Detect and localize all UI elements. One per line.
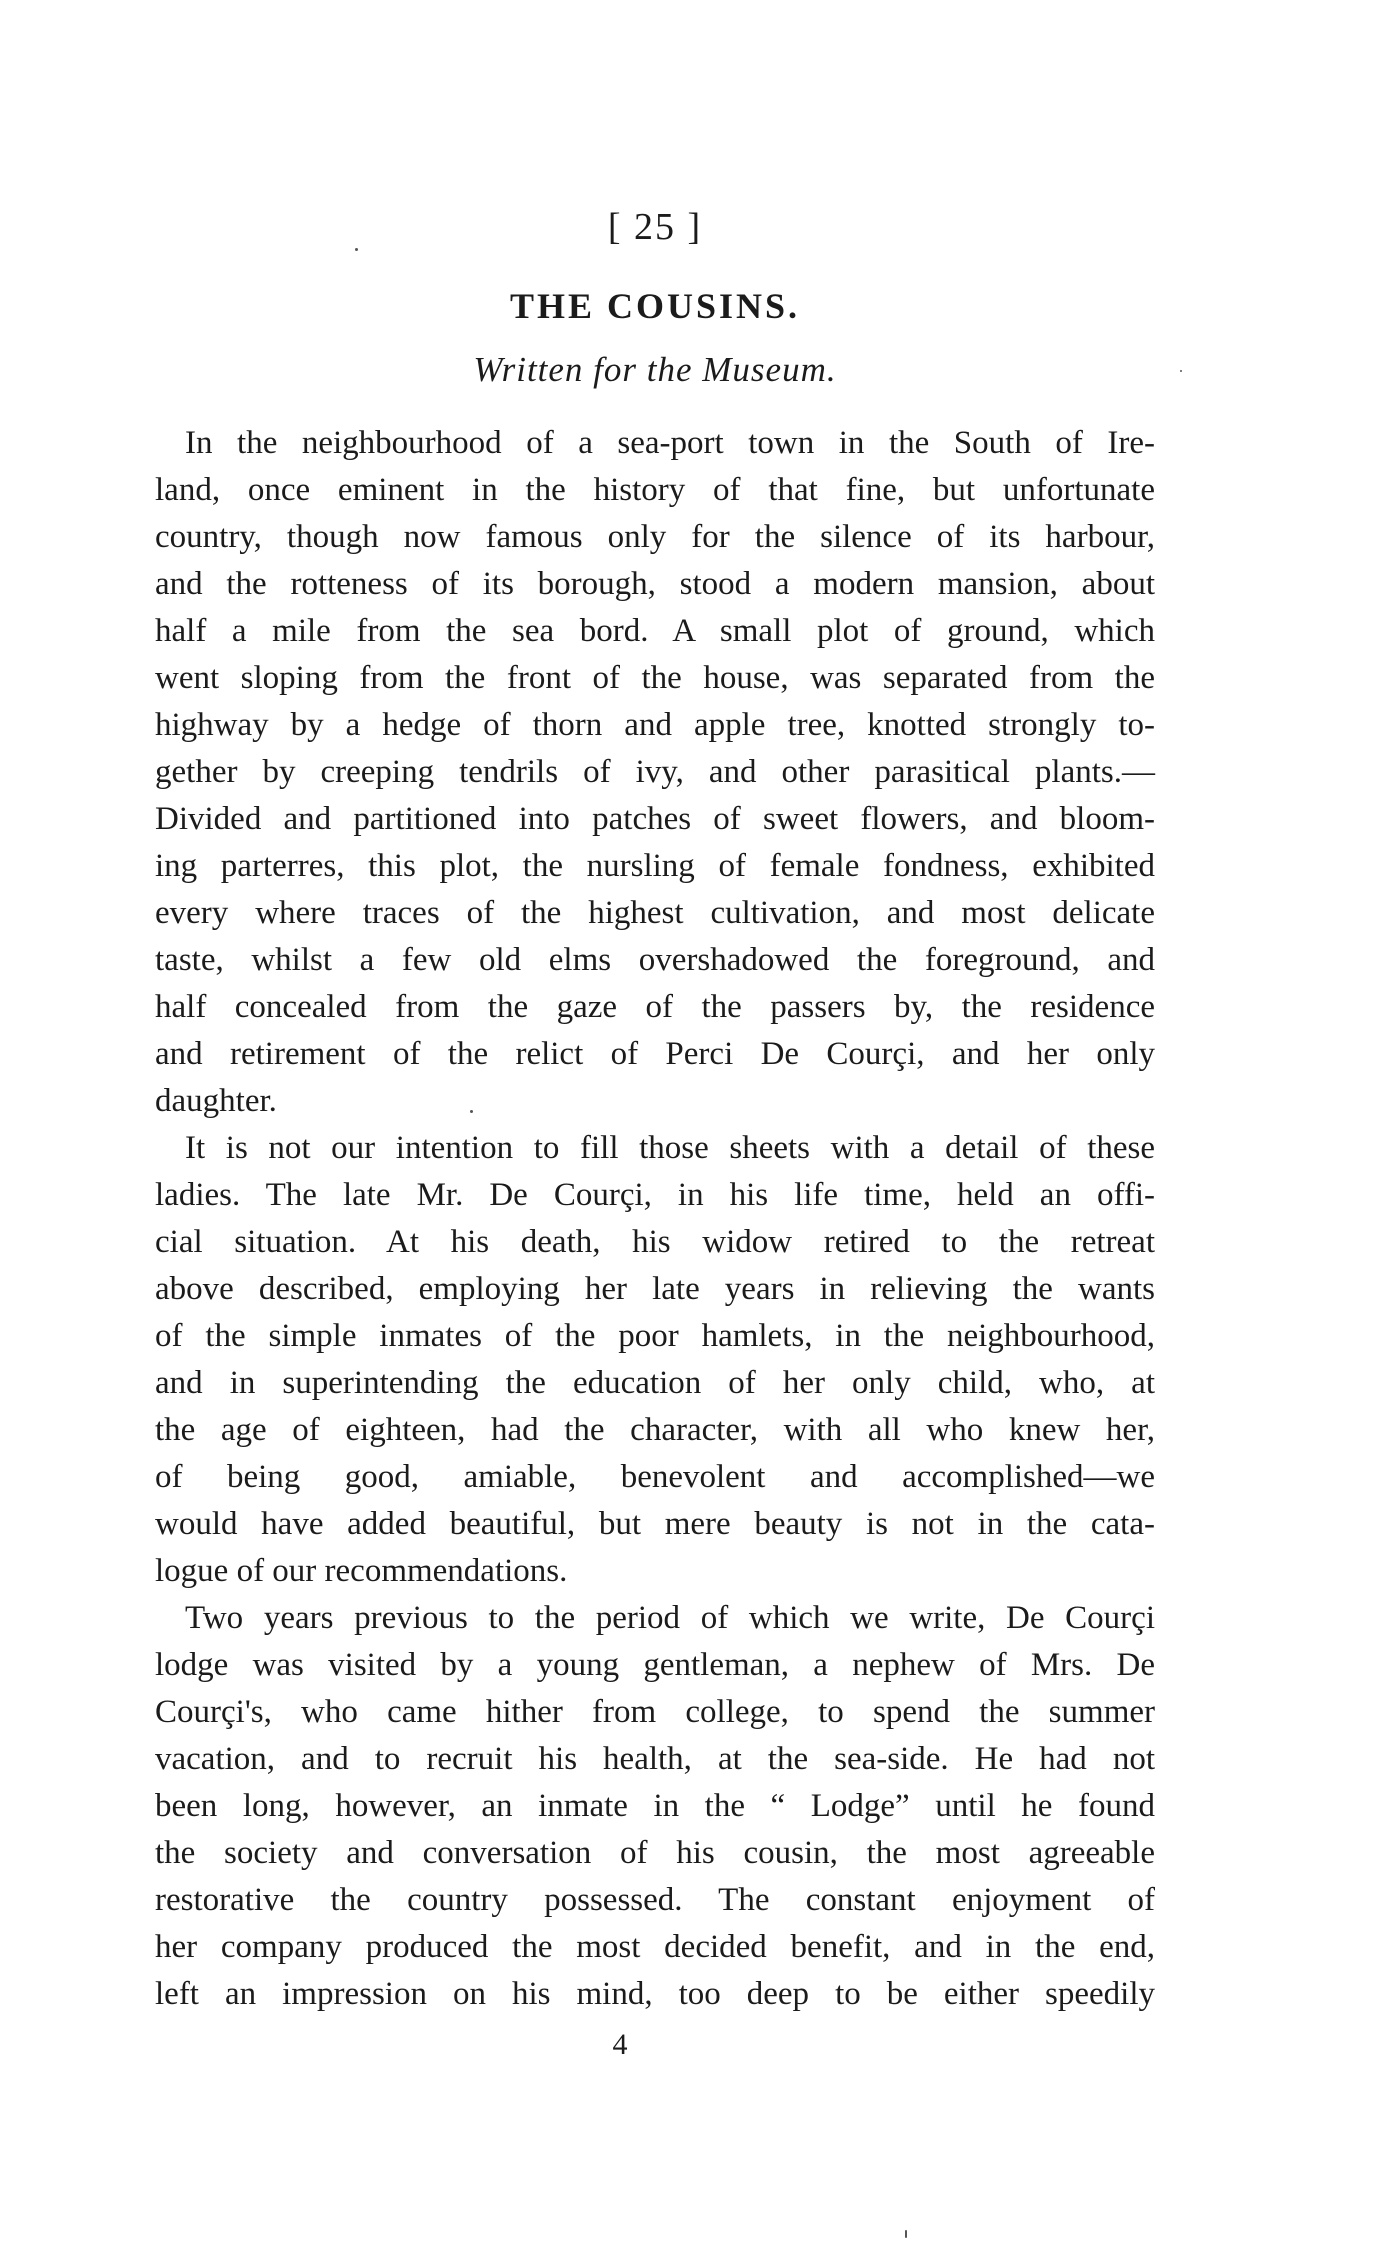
paragraph xyxy=(155,1125,1155,1595)
text-line: every where traces of the highest cultivation, and most delicate xyxy=(155,895,1155,931)
text-line: her company produced the most decided benefit, and in the end, xyxy=(155,1929,1155,1965)
text-line: half a mile from the sea bord. A small plot of ground, which xyxy=(155,613,1155,649)
text-line: land, once eminent in the history of that fine, but unfortunate xyxy=(155,472,1155,508)
text-line: cial situation. At his death, his widow retired to the retreat xyxy=(155,1224,1155,1260)
ink-speck xyxy=(905,2230,907,2238)
text-line: of being good, amiable, benevolent and accomplished—we xyxy=(155,1459,1155,1495)
ink-speck xyxy=(470,1110,473,1113)
page-number: [ 25 ] xyxy=(607,206,703,248)
text-line: highway by a hedge of thorn and apple tree, knotted strongly to- xyxy=(155,707,1155,743)
text-line: country, though now famous only for the silence of its harbour, xyxy=(155,519,1155,555)
text-line: been long, however, an inmate in the “ Lodge” until he found xyxy=(155,1788,1155,1824)
text-line: the age of eighteen, had the character, with all who knew her, xyxy=(155,1412,1155,1448)
article-title: THE COUSINS. xyxy=(509,286,801,326)
text-line: Divided and partitioned into patches of sweet flowers, and bloom- xyxy=(155,801,1155,837)
text-line: above described, employing her late years in relieving the wants xyxy=(155,1271,1155,1307)
text-line: and the rotteness of its borough, stood a modern mansion, about xyxy=(155,566,1155,602)
text-line: Courçi's, who came hither from college, to spend the summer xyxy=(155,1694,1155,1730)
text-line: lodge was visited by a young gentleman, a nephew of Mrs. De xyxy=(155,1647,1155,1683)
text-line: vacation, and to recruit his health, at the sea-side. He had not xyxy=(155,1741,1155,1777)
text-line: gether by creeping tendrils of ivy, and other parasitical plants.— xyxy=(155,754,1155,790)
paragraph xyxy=(155,420,1155,1125)
text-line: ing parterres, this plot, the nursling of female fondness, exhibited xyxy=(155,848,1155,884)
text-line: would have added beautiful, but mere beauty is not in the cata- xyxy=(155,1506,1155,1542)
ink-speck xyxy=(355,248,358,251)
text-line: taste, whilst a few old elms overshadowed the foreground, and xyxy=(155,942,1155,978)
text-line: half concealed from the gaze of the passers by, the residence xyxy=(155,989,1155,1025)
article-body xyxy=(155,420,1155,2018)
article-subtitle: Written for the Museum. xyxy=(473,350,837,389)
text-line: went sloping from the front of the house, was separated from the xyxy=(155,660,1155,696)
text-line: of the simple inmates of the poor hamlets, in the neighbourhood, xyxy=(155,1318,1155,1354)
text-line: Two years previous to the period of which we write, De Courçi xyxy=(185,1600,1155,1636)
text-line: left an impression on his mind, too deep to be either speedily xyxy=(155,1976,1155,2012)
text-line: and retirement of the relict of Perci De Courçi, and her only xyxy=(155,1036,1155,1072)
text-line: In the neighbourhood of a sea-port town in the South of Ire- xyxy=(185,425,1155,461)
text-line: It is not our intention to fill those sheets with a detail of these xyxy=(185,1130,1155,1166)
text-line: logue of our recommendations. xyxy=(155,1553,568,1589)
text-line: and in superintending the education of her only child, who, at xyxy=(155,1365,1155,1401)
text-line: the society and conversation of his cousin, the most agreeable xyxy=(155,1835,1155,1871)
paragraph xyxy=(155,1595,1155,2018)
text-line: ladies. The late Mr. De Courçi, in his life time, held an offi- xyxy=(155,1177,1155,1213)
ink-speck xyxy=(1180,370,1182,372)
text-line: daughter. xyxy=(155,1083,277,1119)
signature-mark: 4 xyxy=(612,2028,628,2061)
text-line: restorative the country possessed. The constant enjoyment of xyxy=(155,1882,1155,1918)
